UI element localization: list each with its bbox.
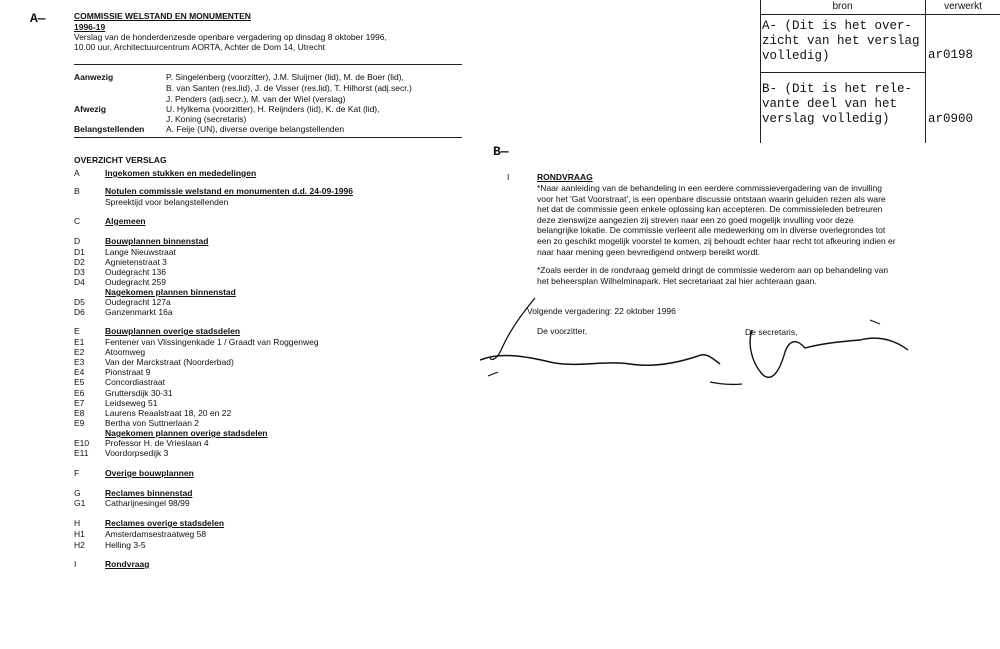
item-text: Nagekomen plannen overige stadsdelen xyxy=(105,428,268,438)
item-code: H xyxy=(74,518,81,528)
item-text: Bouwplannen overige stadsdelen xyxy=(105,326,241,336)
item-text: Laurens Reaalstraat 18, 20 en 22 xyxy=(105,408,232,418)
item-code: D2 xyxy=(74,257,85,267)
divider xyxy=(74,137,462,138)
column-header-verwerkt: verwerkt xyxy=(944,1,982,12)
archive-table xyxy=(760,0,1000,143)
document-title: COMMISSIE WELSTAND EN MONUMENTEN xyxy=(74,11,251,21)
item-text: Concordiastraat xyxy=(105,377,166,387)
item-code: E6 xyxy=(74,388,85,398)
secretary-label: De secretaris, xyxy=(745,327,798,337)
secretary-signature-stroke xyxy=(710,382,742,384)
item-code: D3 xyxy=(74,267,85,277)
attendance-line: U. Hylkema (voorzitter), H. Reijnders (lid), K. de Kat (lid), xyxy=(166,104,380,114)
item-code: D6 xyxy=(74,307,85,317)
item-code: E11 xyxy=(74,448,89,458)
item-text: Professor H. de Vrieslaan 4 xyxy=(105,438,209,448)
item-code: E3 xyxy=(74,357,85,367)
report-line-1: Verslag van de honderdenzesde openbare vergadering op dinsdag 8 oktober 1996, xyxy=(74,32,387,42)
item-code: D5 xyxy=(74,297,85,307)
item-text: Oudegracht 136 xyxy=(105,267,166,277)
item-code: H2 xyxy=(74,540,85,550)
chair-label: De voorzitter, xyxy=(537,326,588,336)
table-cell-b: B- (Dit is het rele-vante deel van het verslag volledig) xyxy=(762,82,913,126)
secretary-signature-stroke xyxy=(870,320,880,324)
item-text: Nagekomen plannen binnenstad xyxy=(105,287,236,297)
item-text: Rondvraag xyxy=(105,559,150,569)
attendance-line: P. Singelenberg (voorzitter), J.M. Sluijmer (lid), M. de Boer (lid), xyxy=(166,72,404,82)
item-text: Fentener van Vlissingenkade 1 / Graadt van Roggenweg xyxy=(105,337,319,347)
rondvraag-paragraph-1: *Naar aanleiding van de behandeling in een eerdere commissievergadering van de invulling voor het 'Gat Voorstraat', is een openbare discussie ontstaan waarin geluiden rezen als ware het dat de commissie geen enkele oplossing kan accepteren. De commissieleden betreuren deze zienswijze aangezien zij streven naar een zo goed mogelijk invulling voor deze belangrijke lokatie. De commissie verleent alle medewerking om in diverse overlegrondes tot een zo geschikt mogelijk voorstel te komen, zij behoudt echter haar recht tot afkeuring indien er naar haar mening geen bevredigend ontwerp bereikt wordt. xyxy=(537,183,896,257)
rondvraag-paragraph-2: *Zoals eerder in de rondvraag gemeld dringt de commissie wederom aan op behandeling van het beheersplan Wilhelminapark. Het secretariaat zal hier achteraan gaan. xyxy=(537,265,889,286)
item-text: Reclames binnenstad xyxy=(105,488,193,498)
attendance-line: B. van Santen (res.lid), J. de Visser (res.lid), T. Hilhorst (adj.secr.) xyxy=(166,83,412,93)
item-text: Leidseweg 51 xyxy=(105,398,158,408)
item-code: B xyxy=(74,186,80,196)
mark-a: A— xyxy=(30,11,46,26)
item-text: Ganzenmarkt 16a xyxy=(105,307,173,317)
table-code-b: ar0900 xyxy=(928,112,974,126)
chair-signature-stroke xyxy=(480,355,720,366)
item-text: Algemeen xyxy=(105,216,146,226)
item-code: D xyxy=(74,236,81,246)
item-text: Pionstraat 9 xyxy=(105,367,151,377)
secretary-signature-stroke xyxy=(750,330,908,377)
item-code: G xyxy=(74,488,81,498)
item-text: Ingekomen stukken en mededelingen xyxy=(105,168,257,178)
item-text: Gruttersdijk 30-31 xyxy=(105,388,173,398)
item-code: F xyxy=(74,468,80,478)
divider xyxy=(74,64,462,65)
item-text: Bouwplannen binnenstad xyxy=(105,236,209,246)
attendance-line: A. Feije (UN), diverse overige belangstellenden xyxy=(166,124,345,134)
attendance-label: Aanwezig xyxy=(74,72,114,82)
item-text: Agnietenstraat 3 xyxy=(105,257,167,267)
table-rule xyxy=(760,72,925,73)
item-code: E xyxy=(74,326,80,336)
item-code: E7 xyxy=(74,398,85,408)
table-rule xyxy=(760,14,1000,15)
signature-marks xyxy=(480,290,920,400)
chair-signature-stroke xyxy=(488,372,498,376)
attendance-label: Belangstellenden xyxy=(74,124,145,134)
table-rule xyxy=(760,0,761,143)
item-text: Overige bouwplannen xyxy=(105,468,194,478)
item-code: D4 xyxy=(74,277,85,287)
item-code: E2 xyxy=(74,347,85,357)
item-text: Amsterdamsestraatweg 58 xyxy=(105,529,207,539)
report-line-2: 10.00 uur, Architectuurcentrum AORTA, Achter de Dom 14, Utrecht xyxy=(74,42,326,52)
item-code: E8 xyxy=(74,408,85,418)
item-code: E5 xyxy=(74,377,85,387)
item-code: A xyxy=(74,168,80,178)
item-text: Lange Nieuwstraat xyxy=(105,247,176,257)
item-text: Van der Marckstraat (Noorderbad) xyxy=(105,357,234,367)
report-number: 1996-19 xyxy=(74,22,106,32)
item-code: I xyxy=(74,559,77,569)
item-code: G1 xyxy=(74,498,86,508)
item-code: E9 xyxy=(74,418,85,428)
item-text: Voordorpsedijk 3 xyxy=(105,448,169,458)
item-text: Catharijnesingel 98/99 xyxy=(105,498,190,508)
item-code: H1 xyxy=(74,529,85,539)
item-text: Reclames overige stadsdelen xyxy=(105,518,225,528)
item-code: E1 xyxy=(74,337,85,347)
item-text: Notulen commissie welstand en monumenten d.d. 24-09-1996 xyxy=(105,186,353,196)
table-cell-a: A- (Dit is het over-zicht van het verslag volledig) xyxy=(762,19,920,63)
table-code-a: ar0198 xyxy=(928,48,974,62)
item-text: Spreektijd voor belangstellenden xyxy=(105,197,229,207)
rondvraag-code: I xyxy=(507,172,510,182)
item-text: Oudegracht 259 xyxy=(105,277,166,287)
item-code: D1 xyxy=(74,247,85,257)
rondvraag-title: RONDVRAAG xyxy=(537,172,593,182)
attendance-line: J. Koning (secretaris) xyxy=(166,114,247,124)
attendance-label: Afwezig xyxy=(74,104,107,114)
next-meeting: Volgende vergadering: 22 oktober 1996 xyxy=(527,306,676,316)
item-text: Bertha von Suttnerlaan 2 xyxy=(105,418,200,428)
item-code: E10 xyxy=(74,438,90,448)
mark-b: B— xyxy=(493,144,509,159)
table-rule xyxy=(925,0,926,143)
item-text: Atoomweg xyxy=(105,347,146,357)
overview-title: OVERZICHT VERSLAG xyxy=(74,155,167,165)
item-text: Helling 3-5 xyxy=(105,540,146,550)
chair-signature-stroke xyxy=(490,298,535,360)
item-code: E4 xyxy=(74,367,85,377)
item-text: Oudegracht 127a xyxy=(105,297,171,307)
attendance-line: J. Penders (adj.secr.), M. van der Wiel (verslag) xyxy=(166,94,346,104)
item-code: C xyxy=(74,216,81,226)
column-header-bron: bron xyxy=(832,1,853,12)
